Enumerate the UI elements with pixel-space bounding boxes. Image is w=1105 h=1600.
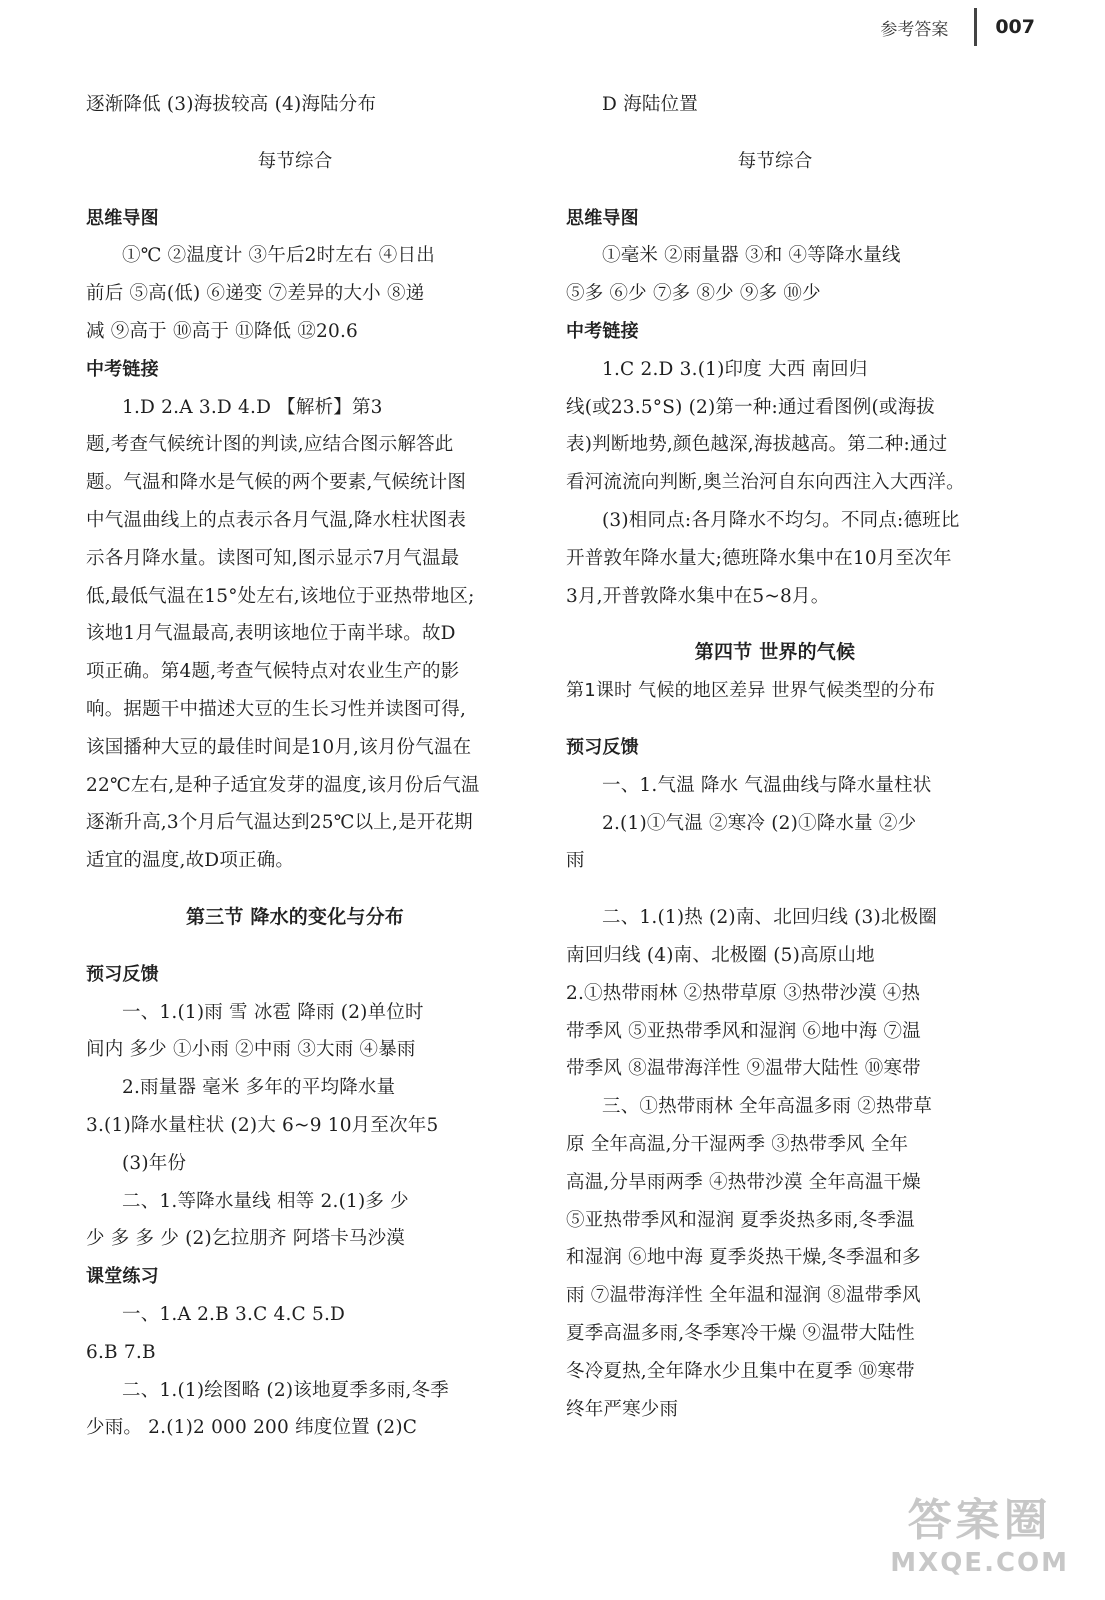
text-line: 题,考查气候统计图的判读,应结合图示解答此 — [86, 434, 454, 456]
text-line: 逐渐降低 (3)海拔较高 (4)海陆分布 — [86, 94, 377, 115]
section-title-meijie: 每节综合 — [737, 150, 813, 172]
text-line: 带季风 ⑧温带海洋性 ⑨温带大陆性 ⑩寒带 — [566, 1058, 921, 1080]
text-line: 前后 ⑤高(低) ⑥递变 ⑦差异的大小 ⑧递 — [86, 283, 425, 305]
text-line: 二、1.(1)绘图略 (2)该地夏季多雨,冬季 — [122, 1379, 449, 1401]
text-line: 高温,分旱雨两季 ④热带沙漠 全年高温干燥 — [566, 1171, 921, 1193]
text-line: 终年严寒少雨 — [566, 1398, 679, 1420]
text-line: 减 ⑨高于 ⑩高于 ⑪降低 ⑫20.6 — [86, 320, 359, 342]
heading-siwei: 思维导图 — [86, 207, 159, 229]
text-line: (3)相同点:各月降水不均匀。不同点:德班比 — [602, 509, 960, 531]
text-line: 项正确。第4题,考查气候特点对农业生产的影 — [86, 661, 460, 683]
text-line: 中气温曲线上的点表示各月气温,降水柱状图表 — [86, 509, 467, 531]
text-line: 逐渐升高,3个月后气温达到25℃以上,是开花期 — [86, 812, 473, 834]
left-column — [86, 86, 504, 1447]
text-line: 该国播种大豆的最佳时间是10月,该月份气温在 — [86, 736, 472, 758]
text-line: 一、1.A 2.B 3.C 4.C 5.D — [122, 1303, 346, 1325]
right-column — [566, 86, 984, 1428]
text-line: 6.B 7.B — [86, 1341, 156, 1363]
text-line: 题。气温和降水是气候的两个要素,气候统计图 — [86, 472, 467, 494]
text-line: 2.雨量器 毫米 多年的平均降水量 — [122, 1077, 396, 1099]
text-line: (3)年份 — [122, 1152, 187, 1174]
heading-ketang: 课堂练习 — [86, 1266, 159, 1288]
heading-siwei: 思维导图 — [566, 207, 639, 229]
header-title: 参考答案 — [880, 19, 949, 40]
text-line: 示各月降水量。读图可知,图示显示7月气温最 — [86, 547, 460, 569]
text-line: 二、1.(1)热 (2)南、北回归线 (3)北极圈 — [602, 907, 938, 929]
text-line: 表)判断地势,颜色越深,海拔越高。第二种:通过 — [566, 434, 948, 456]
text-line: 雨 — [566, 850, 585, 872]
header-divider — [974, 8, 977, 46]
text-line: 适宜的温度,故D项正确。 — [86, 850, 295, 872]
text-line: 一、1.(1)雨 雪 冰雹 降雨 (2)单位时 — [122, 1001, 424, 1023]
text-line: 少雨。 2.(1)2 000 200 纬度位置 (2)C — [86, 1417, 418, 1439]
text-line: 3月,开普敦降水集中在5~8月。 — [566, 585, 830, 607]
text-line: 22℃左右,是种子适宜发芽的温度,该月份后气温 — [86, 774, 480, 796]
heading-zhongkao: 中考链接 — [86, 358, 159, 380]
text-line: 1.C 2.D 3.(1)印度 大西 南回归 — [602, 358, 868, 380]
text-line: 低,最低气温在15°处左右,该地位于亚热带地区; — [86, 585, 475, 607]
text-line: 3.(1)降水量柱状 (2)大 6~9 10月至次年5 — [86, 1114, 439, 1136]
watermark-text: 答案圈 — [907, 1495, 1052, 1546]
text-line: 间内 多少 ①小雨 ②中雨 ③大雨 ④暴雨 — [86, 1039, 416, 1061]
text-line: 三、①热带雨林 全年高温多雨 ②热带草 — [602, 1096, 933, 1118]
text-line: 南回归线 (4)南、北极圈 (5)高原山地 — [566, 944, 875, 966]
watermark-url: MXQE.COM — [890, 1548, 1069, 1578]
text-line: 开普敦年降水量大;德班降水集中在10月至次年 — [566, 547, 952, 569]
text-line: ①℃ ②温度计 ③午后2时左右 ④日出 — [122, 245, 435, 267]
text-line: 和湿润 ⑥地中海 夏季炎热干燥,冬季温和多 — [566, 1247, 921, 1269]
text-line: 看河流流向判断,奥兰治河自东向西注入大西洋。 — [566, 472, 965, 494]
heading-yuxi: 预习反馈 — [566, 736, 639, 758]
page-header — [880, 12, 1035, 42]
text-line: ⑤亚热带季风和湿润 夏季炎热多雨,冬季温 — [566, 1209, 915, 1231]
lesson-title: 第1课时 气候的地区差异 世界气候类型的分布 — [566, 680, 936, 702]
text-line: 少 多 多 少 (2)乞拉朋齐 阿塔卡马沙漠 — [86, 1228, 406, 1250]
text-line: 响。据题干中描述大豆的生长习性并读图可得, — [86, 698, 467, 720]
text-line: 2.(1)①气温 ②寒冷 (2)①降水量 ②少 — [602, 812, 917, 834]
text-line: 雨 ⑦温带海洋性 全年温和湿润 ⑧温带季风 — [566, 1285, 921, 1307]
text-line: 一、1.气温 降水 气温曲线与降水量柱状 — [602, 774, 932, 796]
text-line: 夏季高温多雨,冬季寒冷干燥 ⑨温带大陆性 — [566, 1322, 915, 1344]
section-title-meijie: 每节综合 — [257, 150, 333, 172]
text-line: 该地1月气温最高,表明该地位于南半球。故D — [86, 623, 456, 645]
text-line: 带季风 ⑤亚热带季风和湿润 ⑥地中海 ⑦温 — [566, 1020, 921, 1042]
watermark-logo — [890, 1484, 1069, 1578]
section-title-4: 第四节 世界的气候 — [694, 641, 856, 664]
heading-zhongkao: 中考链接 — [566, 320, 639, 342]
heading-yuxi: 预习反馈 — [86, 963, 159, 985]
text-line: 冬冷夏热,全年降水少且集中在夏季 ⑩寒带 — [566, 1360, 915, 1382]
text-line: 1.D 2.A 3.D 4.D 【解析】第3 — [122, 396, 383, 418]
section-title-3: 第三节 降水的变化与分布 — [185, 905, 404, 928]
text-line: 二、1.等降水量线 相等 2.(1)多 少 — [122, 1190, 409, 1212]
text-line: 原 全年高温,分干湿两季 ③热带季风 全年 — [566, 1133, 909, 1155]
text-line: ①毫米 ②雨量器 ③和 ④等降水量线 — [602, 245, 901, 267]
text-line: D 海陆位置 — [602, 94, 698, 115]
text-line: 线(或23.5°S) (2)第一种:通过看图例(或海拔 — [566, 396, 935, 418]
text-line: ⑤多 ⑥少 ⑦多 ⑧少 ⑨多 ⑩少 — [566, 283, 821, 305]
page-number: 007 — [995, 16, 1035, 38]
text-line: 2.①热带雨林 ②热带草原 ③热带沙漠 ④热 — [566, 982, 921, 1004]
